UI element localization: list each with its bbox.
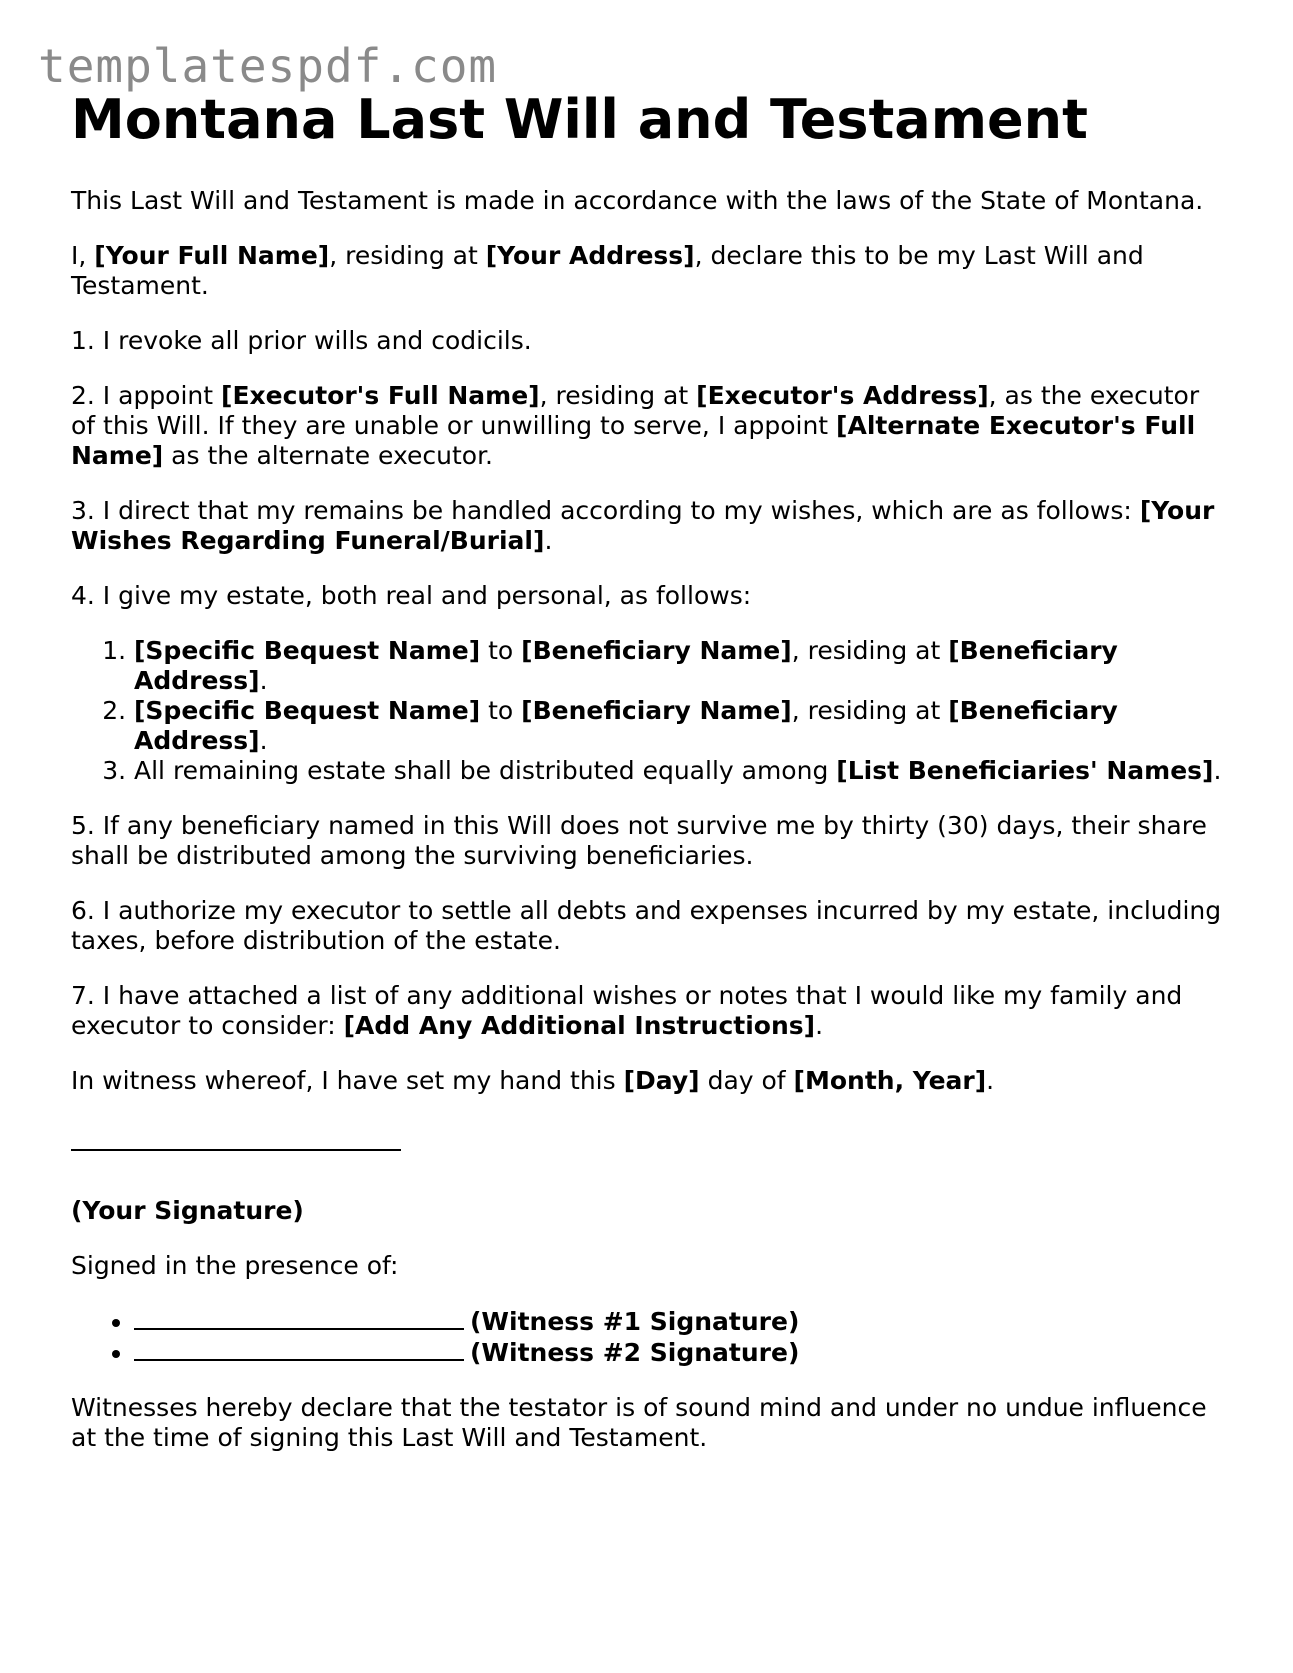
day-placeholder: [Day] bbox=[623, 1066, 700, 1095]
list-item: 2. [Specific Bequest Name] to [Beneficiary Name], residing at [Beneficiary Address]. bbox=[134, 696, 1231, 756]
list-item: • (Witness #1 Signature) bbox=[134, 1306, 1231, 1337]
list-item: • (Witness #2 Signature) bbox=[134, 1337, 1231, 1368]
clause-2: 2. I appoint [Executor's Full Name], residing at [Executor's Address], as the executor of this Will. If they are unable or unwilling to serve, I appoint [Alternate Executor's Full Name] as the alternate executor. bbox=[71, 381, 1200, 470]
signature-line bbox=[71, 1149, 401, 1151]
executor-address-placeholder: [Executor's Address] bbox=[696, 381, 989, 410]
clause-5: 5. If any beneficiary named in this Will does not survive me by thirty (30) days, their share shall be distributed among the surviving beneficiaries. bbox=[71, 811, 1207, 870]
page-title: Montana Last Will and Testament bbox=[71, 88, 1088, 151]
additional-instructions-placeholder: [Add Any Additional Instructions] bbox=[343, 1011, 816, 1040]
declaration-paragraph: I, [Your Full Name], residing at [Your Address], declare this to be my Last Will and Testament. bbox=[71, 241, 1144, 300]
executor-name-placeholder: [Executor's Full Name] bbox=[221, 381, 540, 410]
address-placeholder: [Your Address] bbox=[485, 241, 695, 270]
witness-signature-line bbox=[134, 1306, 464, 1330]
clause-4: 4. I give my estate, both real and personal, as follows: bbox=[71, 581, 752, 610]
witness-signature-line bbox=[134, 1337, 464, 1361]
list-item: 3. All remaining estate shall be distributed equally among [List Beneficiaries' Names]. bbox=[134, 756, 1231, 786]
will-document bbox=[71, 88, 1231, 1478]
presence-text: Signed in the presence of: bbox=[71, 1251, 399, 1280]
clause-6: 6. I authorize my executor to settle all debts and expenses incurred by my estate, including taxes, before distribution of the estate. bbox=[71, 896, 1222, 955]
clause-1: 1. I revoke all prior wills and codicils. bbox=[71, 326, 532, 355]
list-item: 1. [Specific Bequest Name] to [Beneficiary Name], residing at [Beneficiary Address]. bbox=[134, 636, 1231, 696]
witness-clause: In witness whereof, I have set my hand this [Day] day of [Month, Year]. bbox=[71, 1066, 995, 1095]
watermark-logo: templatespdf.com bbox=[38, 39, 498, 93]
month-year-placeholder: [Month, Year] bbox=[793, 1066, 987, 1095]
funeral-wishes-placeholder: [Your Wishes Regarding Funeral/Burial] bbox=[71, 496, 1215, 555]
full-name-placeholder: [Your Full Name] bbox=[94, 241, 330, 270]
alternate-executor-placeholder: [Alternate Executor's Full Name] bbox=[71, 411, 1196, 470]
witness-list bbox=[71, 1306, 1231, 1368]
bequest-list bbox=[71, 636, 1231, 786]
clause-7: 7. I have attached a list of any additional wishes or notes that I would like my family and executor to consider: [Add Any Additional Instructions]. bbox=[71, 981, 1183, 1040]
closing-paragraph: Witnesses hereby declare that the testator is of sound mind and under no undue influence at the time of signing this Last Will and Testament. bbox=[71, 1393, 1207, 1452]
clause-3: 3. I direct that my remains be handled according to my wishes, which are as follows: [Your Wishes Regarding Funeral/Burial]. bbox=[71, 496, 1215, 555]
signature-label: (Your Signature) bbox=[71, 1196, 304, 1225]
intro-paragraph: This Last Will and Testament is made in accordance with the laws of the State of Montana. bbox=[71, 186, 1204, 215]
